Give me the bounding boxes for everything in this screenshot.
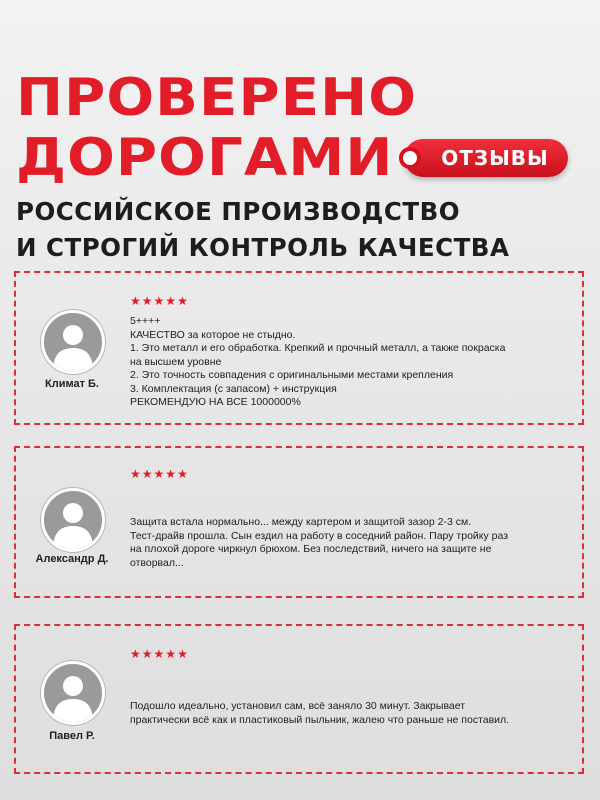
star-icon: ★ (177, 294, 188, 308)
review-line: 1. Это металл и его обработка. Крепкий и прочный металл, а также покраска (130, 342, 506, 354)
star-icon: ★ (177, 467, 188, 481)
user-avatar-icon (41, 310, 105, 374)
review-line: КАЧЕСТВО за которое не стыдно. (130, 328, 296, 341)
reviewer-name: Павел Р. (49, 730, 95, 742)
headline-line-1: ПРОВЕРЕНО (16, 68, 418, 128)
reviewer-name: Климат Б. (45, 378, 99, 390)
subheadline-line-1: РОССИЙСКОЕ ПРОИЗВОДСТВО (16, 197, 461, 226)
review-line: практически всё как и пластиковый пыльник, жалею что раньше не поставил. (130, 713, 510, 726)
review-line: на высшем уровне (130, 355, 222, 368)
star-icon: ★ (153, 647, 165, 661)
review-line: Защита встала нормально... между картером и защитой зазор 2-3 см. (130, 516, 472, 528)
reviews-badge-label: ОТЗЫВЫ (441, 146, 549, 170)
user-avatar-icon (41, 661, 105, 725)
rating-stars (130, 648, 188, 660)
star-icon: ★ (130, 294, 141, 308)
review-card (14, 624, 584, 774)
review-line: 5++++ (130, 315, 161, 327)
star-icon: ★ (141, 467, 153, 481)
subheadline-line-2: И СТРОГИЙ КОНТРОЛЬ КАЧЕСТВА (16, 233, 510, 262)
star-icon: ★ (153, 294, 165, 308)
review-card (14, 446, 584, 598)
review-line: РЕКОМЕНДУЮ НА ВСЕ 1000000% (130, 396, 301, 408)
user-avatar-icon (41, 488, 105, 552)
headline (16, 68, 417, 188)
rating-stars (130, 295, 188, 307)
badge-dot-icon (403, 151, 417, 165)
star-icon: ★ (165, 294, 177, 308)
review-text (130, 315, 580, 410)
star-icon: ★ (165, 467, 177, 481)
review-text (130, 516, 580, 570)
star-icon: ★ (177, 647, 188, 661)
reviewer-name: Александр Д. (35, 553, 109, 565)
review-line: Тест-драйв прошла. Сын ездил на работу в соседний район. Пару тройку раз (130, 529, 509, 542)
star-icon: ★ (153, 467, 165, 481)
review-line: 2. Это точность совпадения с оригинальными местами крепления (130, 369, 454, 381)
star-icon: ★ (141, 647, 153, 661)
star-icon: ★ (165, 647, 177, 661)
review-line: на плохой дороге чиркнул брюхом. Без последствий, ничего на защите не (130, 543, 492, 555)
star-icon: ★ (130, 467, 141, 481)
review-line: Подошло идеально, установил сам, всё заняло 30 минут. Закрывает (130, 700, 466, 712)
star-icon: ★ (130, 647, 141, 661)
star-icon: ★ (141, 294, 153, 308)
rating-stars (130, 468, 188, 480)
review-line: отворвал... (130, 556, 184, 569)
subheadline (16, 194, 509, 266)
review-card (14, 271, 584, 425)
review-text (130, 700, 580, 727)
headline-line-2: ДОРОГАМИ (16, 128, 394, 188)
review-line: 3. Комплектация (с запасом) + инструкция (130, 382, 337, 395)
